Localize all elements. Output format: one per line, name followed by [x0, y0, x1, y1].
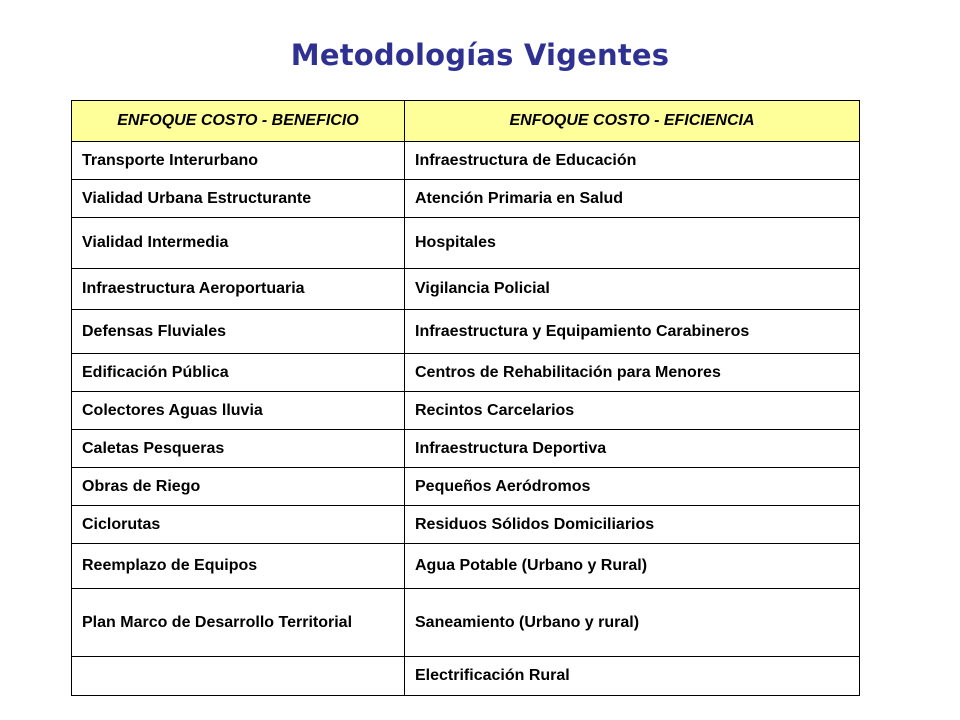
methodologies-table	[71, 100, 860, 696]
table-row	[72, 430, 860, 468]
table-row	[72, 506, 860, 544]
cell-eficiencia: Residuos Sólidos Domiciliarios	[405, 506, 860, 544]
cell-beneficio	[72, 589, 405, 657]
cell-beneficio: Infraestructura Aeroportuaria	[72, 269, 405, 310]
header-costo-beneficio: ENFOQUE COSTO - BENEFICIO	[72, 101, 405, 142]
cell-beneficio: Transporte Interurbano	[72, 142, 405, 180]
cell-beneficio: Caletas Pesqueras	[72, 430, 405, 468]
cell-eficiencia: Agua Potable (Urbano y Rural)	[405, 544, 860, 589]
table-row	[72, 218, 860, 269]
table-header-row	[72, 101, 860, 142]
table-row	[72, 392, 860, 430]
cell-eficiencia: Infraestructura y Equipamiento Carabineros	[405, 310, 860, 354]
cell-eficiencia: Saneamiento (Urbano y rural)	[405, 589, 860, 657]
table-row	[72, 180, 860, 218]
table-row	[72, 468, 860, 506]
cell-beneficio-text: Plan Marco de Desarrollo Territorial	[82, 613, 353, 631]
table-row	[72, 142, 860, 180]
cell-eficiencia: Electrificación Rural	[405, 657, 860, 696]
table-row	[72, 310, 860, 354]
cell-eficiencia: Vigilancia Policial	[405, 269, 860, 310]
cell-beneficio: Defensas Fluviales	[72, 310, 405, 354]
cell-eficiencia: Infraestructura Deportiva	[405, 430, 860, 468]
cell-beneficio: Edificación Pública	[72, 354, 405, 392]
cell-beneficio: Obras de Riego	[72, 468, 405, 506]
cell-eficiencia: Hospitales	[405, 218, 860, 269]
table-row	[72, 657, 860, 696]
table-row	[72, 544, 860, 589]
page-title: Metodologías Vigentes	[290, 38, 670, 72]
cell-eficiencia: Recintos Carcelarios	[405, 392, 860, 430]
cell-beneficio: Reemplazo de Equipos	[72, 544, 405, 589]
table-row	[72, 354, 860, 392]
cell-beneficio: Colectores Aguas lluvia	[72, 392, 405, 430]
cell-eficiencia: Pequeños Aeródromos	[405, 468, 860, 506]
cell-beneficio: Vialidad Intermedia	[72, 218, 405, 269]
cell-eficiencia: Centros de Rehabilitación para Menores	[405, 354, 860, 392]
table-row	[72, 269, 860, 310]
cell-beneficio-empty	[72, 657, 405, 696]
cell-eficiencia: Atención Primaria en Salud	[405, 180, 860, 218]
table-row	[72, 589, 860, 657]
header-costo-eficiencia: ENFOQUE COSTO - EFICIENCIA	[405, 101, 860, 142]
cell-beneficio: Vialidad Urbana Estructurante	[72, 180, 405, 218]
cell-eficiencia: Infraestructura de Educación	[405, 142, 860, 180]
cell-beneficio: Ciclorutas	[72, 506, 405, 544]
